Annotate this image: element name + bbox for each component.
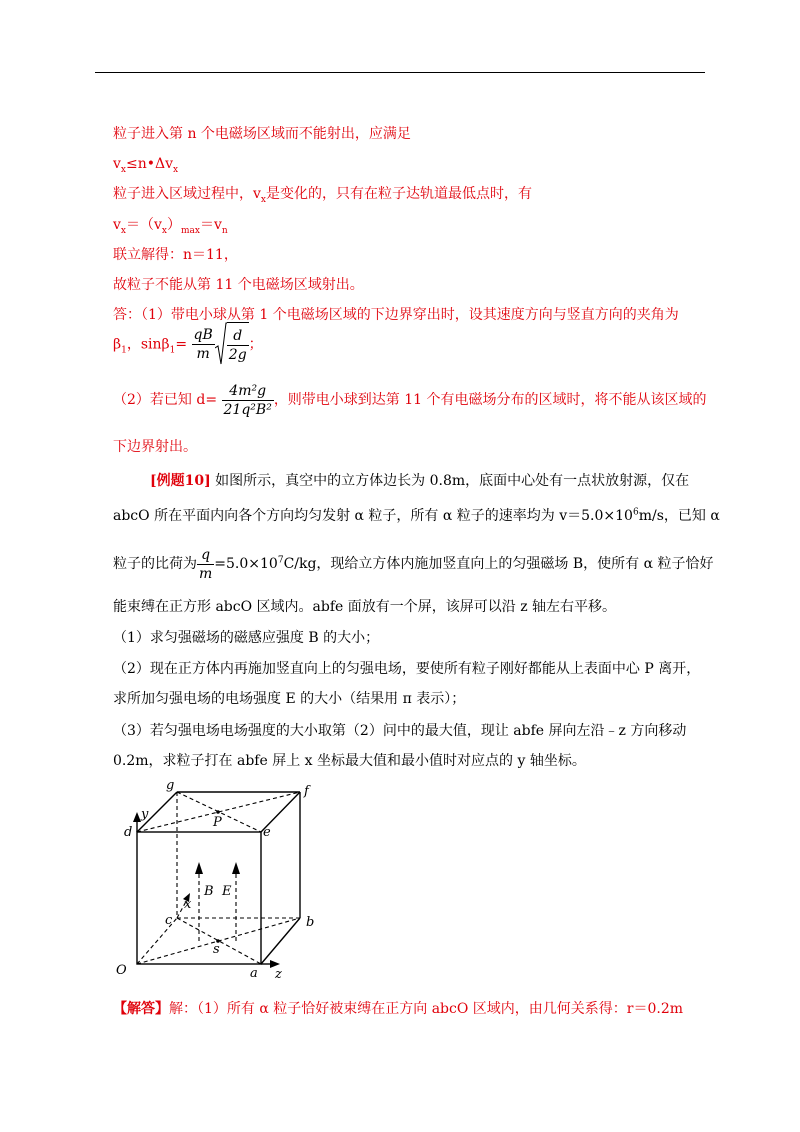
label-E: E <box>222 884 232 899</box>
radical-sign <box>215 322 227 366</box>
label-e: e <box>263 825 271 840</box>
example-line-1: [例题10] 如图所示，真空中的立方体边长为 0.8m，底面中心处有一点状放射源，仅在 <box>150 473 690 489</box>
solution-line-2: $v_x\le n•\Delta v_x$ <box>113 156 179 175</box>
solution-line-1: 粒子进入第 n 个电磁场区域而不能射出，应满足 <box>113 126 411 142</box>
label-B: B <box>204 884 214 899</box>
example-line-2: abcO 所在平面内向各个方向均匀发射 α 粒子，所有 α 粒子的速率均为 $v=5.0\times 10^6m/s$，已知 α <box>113 507 720 524</box>
solution-line-4: $v_x=(v_x)_{max}=v_n$ <box>113 217 228 236</box>
arrow-y <box>133 812 141 822</box>
label-d: d <box>124 825 133 840</box>
question-2-line-1: （2）现在正方体内再施加竖直向上的匀强电场，要使所有粒子刚好都能从上表面中心 P 离开， <box>113 661 701 677</box>
fraction-4m2g-over-21q2B2: $\frac{\text{4m²g}}{\text{21q²B²}}$ <box>223 382 272 418</box>
example-label: [例题10] <box>150 473 211 489</box>
arrow-E <box>232 862 240 874</box>
label-O: O <box>116 963 127 978</box>
label-c: c <box>165 913 173 928</box>
solution-line-3: 粒子进入区域过程中，$v_x$是变化的，只有在粒子达轨道最低点时，有 <box>113 186 532 205</box>
label-g: g <box>166 778 175 793</box>
label-y: y <box>141 807 149 822</box>
solution-start: 【解答】解：（1）所有 α 粒子恰好被束缚在正方向 abcO 区域内，由几何关系得：r＝0.2m <box>113 1001 684 1017</box>
sqrt-d-over-2g: $\frac{d}{2g}$ <box>215 322 249 367</box>
cube-figure <box>110 778 330 983</box>
answer-line-4: 下边界射出。 <box>113 439 197 455</box>
example-line-3: 粒子的比荷为 $\frac{q}{m}$ $=5.0\times 10^7C/kg$，现给立方体内施加竖直向上的匀强磁场 B，使所有 α 粒子恰好 <box>113 546 714 582</box>
question-3-line-1: （3）若匀强电场电场强度的大小取第（2）问中的最大值，现让 abfe 屏向左沿﹣z 方向移动 <box>113 723 687 739</box>
answer-line-2: $\beta_1$，sinβ$_1$= $\frac{qB}{m}$ $\frac{d}{2g}$ ； <box>113 322 263 367</box>
fraction-qB-over-m: $\frac{qB}{m}$ <box>193 327 213 362</box>
solution-line-5: 联立解得：n＝11， <box>113 247 238 263</box>
example-line-4: 能束缚在正方形 abcO 区域内。abfe 面放有一个屏，该屏可以沿 z 轴左右平移。 <box>113 599 617 615</box>
fraction-q-over-m: $\frac{q}{m}$ <box>199 546 213 582</box>
arrow-B <box>195 862 203 874</box>
solution-line-6: 故粒子不能从第 11 个电磁场区域射出。 <box>113 277 364 293</box>
edge-a-b <box>261 918 300 964</box>
question-3-line-2: 0.2m，求粒子打在 abfe 屏上 x 坐标最大值和最小值时对应点的 y 轴坐标。 <box>113 753 586 769</box>
label-a: a <box>250 966 258 981</box>
question-1: （1）求匀强磁场的磁感应强度 B 的大小； <box>113 630 380 646</box>
solution-label: 【解答】 <box>113 1001 169 1017</box>
answer-line-3: （2）若已知 d= $\frac{\text{4m²g}}{\text{21q²B²}}$ ，则带电小球到达第 11 个有电磁场分布的区域时，将不能从该区域的 <box>113 382 707 418</box>
label-P: P <box>213 815 222 830</box>
header-rule <box>95 72 705 73</box>
label-b: b <box>306 915 315 930</box>
label-s: s <box>213 942 220 957</box>
point-P <box>216 810 220 814</box>
label-f: f <box>304 784 309 799</box>
label-z: z <box>275 967 282 982</box>
answer-line-1: 答：（1）带电小球从第 1 个电磁场区域的下边界穿出时，设其速度方向与竖直方向的夹角为 <box>113 307 679 323</box>
question-2-line-2: 求所加匀强电场的电场强度 E 的大小（结果用 π 表示）； <box>113 691 466 707</box>
label-x: x <box>184 897 192 912</box>
